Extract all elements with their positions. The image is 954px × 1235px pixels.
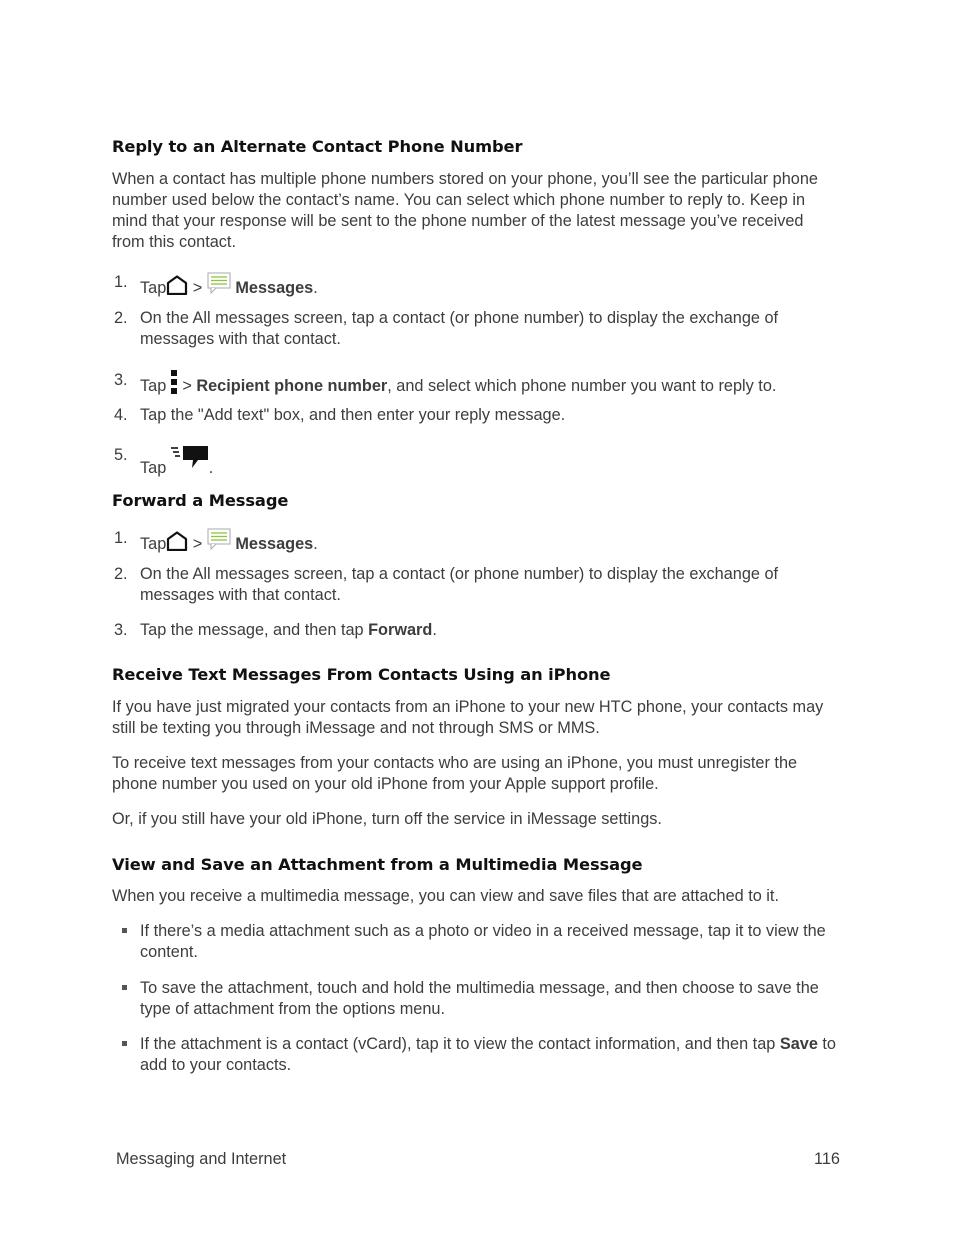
bullet-text: If the attachment is a contact (vCard), tap it to view the contact information, and then tap — [140, 1035, 776, 1053]
step-punct: . — [208, 459, 214, 477]
step-text-cont: , and select which phone number you want to reply to. — [387, 377, 777, 395]
bullet-text: If there’s a media attachment such as a photo or video in a received message, tap it to view the content. — [140, 922, 826, 961]
menu-icon — [171, 370, 178, 394]
bullet-text: To save the attachment, touch and hold the multimedia message, and then choose to save the type of attachment from the options menu. — [140, 979, 819, 1018]
section-heading-forward: Forward a Message — [112, 491, 289, 510]
step-number: 1. — [114, 529, 128, 547]
step-bold-label: Messages — [235, 279, 314, 297]
section-heading-iphone: Receive Text Messages From Contacts Using an iPhone — [112, 665, 611, 684]
bullet-marker — [122, 985, 127, 990]
step-punct: . — [313, 535, 318, 553]
step-bold-label: Recipient phone number — [196, 377, 388, 395]
step-number: 1. — [114, 273, 128, 291]
step-text: Tap — [140, 535, 167, 553]
step-text: Tap — [140, 279, 167, 297]
step-number: 3. — [114, 371, 128, 389]
separator: > — [192, 279, 203, 297]
step-text: Tap the message, and then tap — [140, 621, 364, 639]
step-punct: . — [432, 621, 437, 639]
separator: > — [192, 535, 203, 553]
step-number: 5. — [114, 446, 128, 464]
step-number: 4. — [114, 406, 128, 424]
iphone-paragraph-2: To receive text messages from your contacts who are using an iPhone, you must unregister the phone number you used on your old iPhone from your Apple support profile. — [112, 754, 798, 793]
step-text: On the All messages screen, tap a contact (or phone number) to display the exchange of messages with that contact. — [140, 309, 779, 348]
reply-alternate-intro: When a contact has multiple phone numbers stored on your phone, you’ll see the particular phone number used below the contact’s name. You can select which phone number to reply to. Keep in mind that your response will be sent to the phone number of the latest message you’ve received from this contact. — [112, 170, 818, 251]
step-number: 2. — [114, 309, 128, 327]
iphone-paragraph-1: If you have just migrated your contacts from an iPhone to your new HTC phone, your contacts may still be texting you through iMessage and not through SMS or MMS. — [112, 698, 824, 737]
messages-icon — [207, 528, 231, 550]
step-text: Tap the "Add text" box, and then enter your reply message. — [140, 406, 566, 424]
home-icon — [166, 275, 188, 295]
step-bold-label: Messages — [235, 535, 314, 553]
home-icon — [166, 531, 188, 551]
step-text: Tap — [140, 459, 167, 477]
step-text: Tap — [140, 377, 167, 395]
step-bold-label: Forward — [368, 621, 433, 639]
footer-section-name: Messaging and Internet — [116, 1150, 287, 1168]
send-icon — [171, 445, 209, 471]
iphone-paragraph-3: Or, if you still have your old iPhone, turn off the service in iMessage settings. — [112, 810, 662, 828]
step-number: 3. — [114, 621, 128, 639]
separator: > — [182, 377, 192, 395]
bullet-bold-label: Save — [779, 1035, 818, 1053]
attachment-intro: When you receive a multimedia message, you can view and save files that are attached to it. — [112, 887, 779, 905]
section-heading-reply-alternate: Reply to an Alternate Contact Phone Number — [112, 137, 523, 156]
step-text: On the All messages screen, tap a contact (or phone number) to display the exchange of messages with that contact. — [140, 565, 779, 604]
step-number: 2. — [114, 565, 128, 583]
footer-page-number: 116 — [814, 1150, 840, 1168]
bullet-text-cont: to add to your contacts. — [140, 1035, 836, 1074]
messages-icon — [207, 272, 231, 294]
bullet-marker — [122, 1041, 127, 1046]
section-heading-attachment: View and Save an Attachment from a Multimedia Message — [112, 855, 643, 874]
step-punct: . — [313, 279, 318, 297]
bullet-marker — [122, 928, 127, 933]
